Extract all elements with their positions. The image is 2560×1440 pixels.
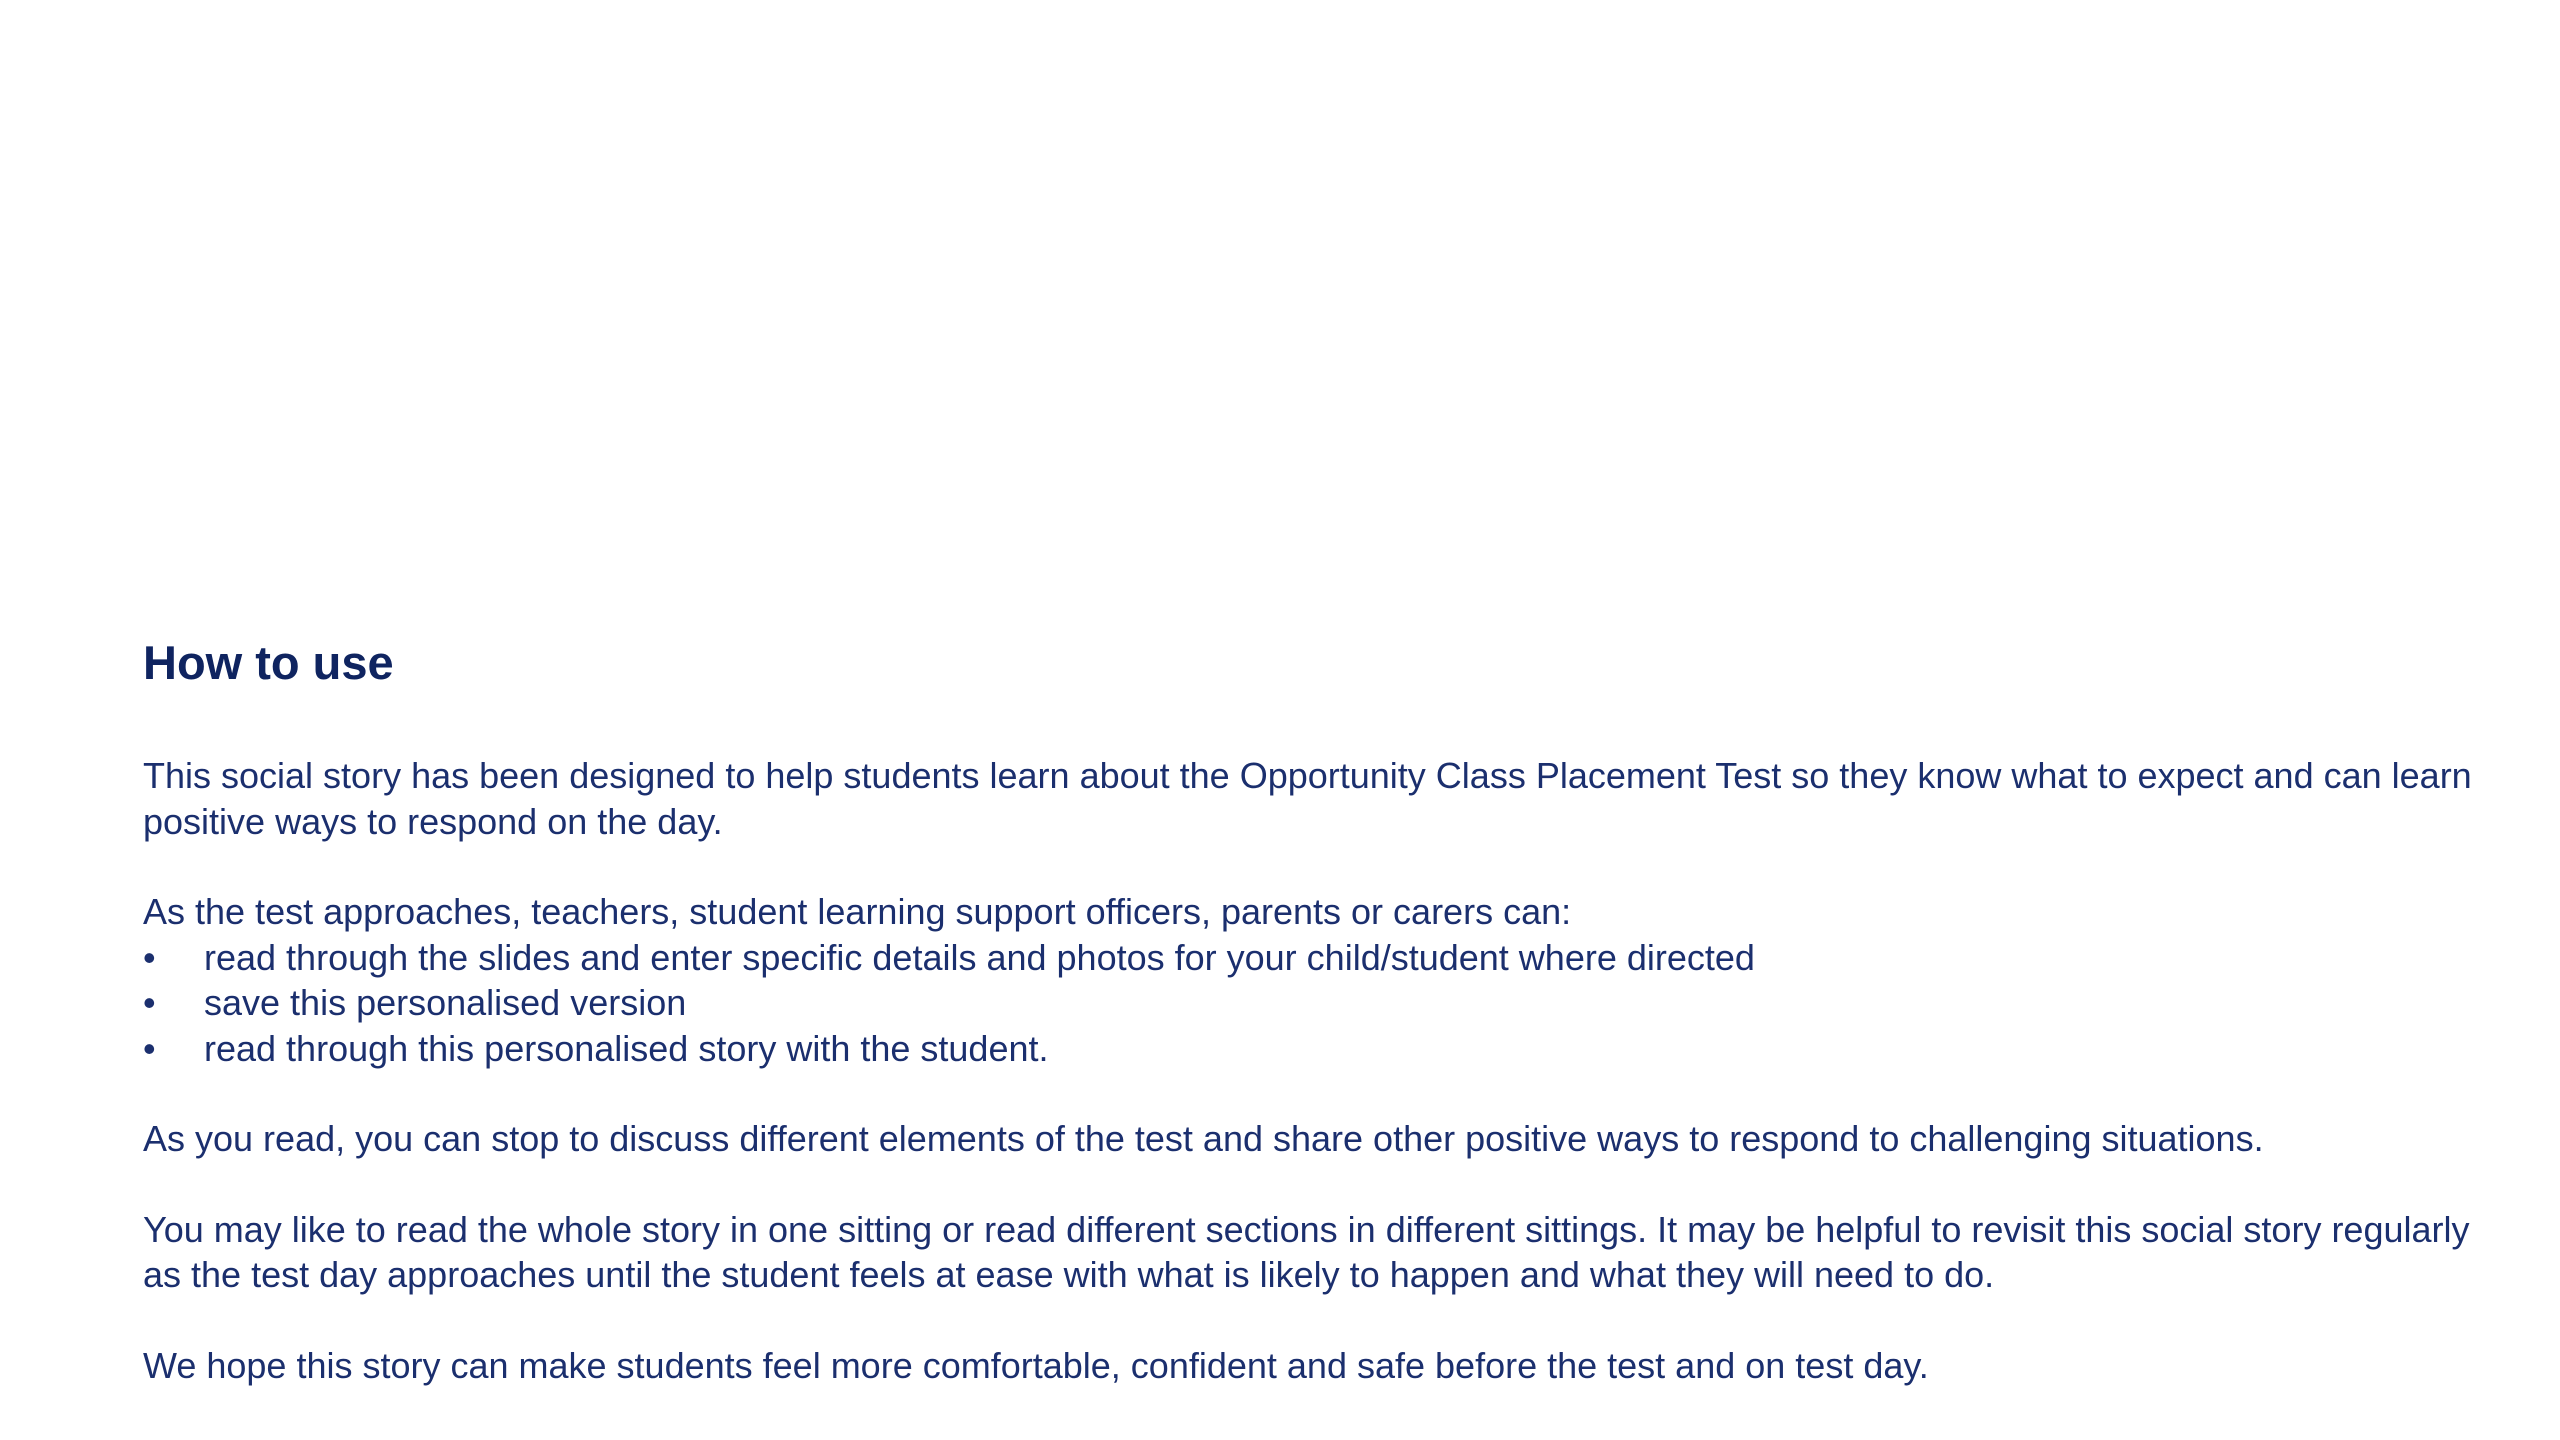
list-item [143,980,2483,1026]
bullet-glyph: • [143,1027,156,1069]
list-item [143,1026,2483,1072]
section-heading: How to use [143,636,394,689]
bullet-glyph: • [143,982,156,1023]
list-item-text: read through this personalised story with the student. [204,1027,1049,1069]
purpose-paragraph: This social story has been designed to help students learn about the Opportunity Class Placement Test so they know what to expect and can learn positive ways to respond on the day. [143,755,2472,842]
list-item [143,935,2483,981]
reading-tips-paragraph: You may like to read the whole story in one sitting or read different sections in different sittings. It may be helpful to revisit this social story regularly as the test day approaches until the student feels at ease with what is likely to happen and what they will need to do. [143,1208,2470,1295]
instructions-list [143,935,2483,1072]
bullet-glyph: • [143,936,156,978]
instructions-intro: As the test approaches, teachers, student learning support officers, parents or carers can: [143,891,1572,932]
list-item-text: save this personalised version [204,982,687,1023]
how-to-use-section [143,633,2483,1388]
discussion-paragraph: As you read, you can stop to discuss different elements of the test and share other positive ways to respond to challenging situations. [143,1118,2264,1159]
closing-paragraph: We hope this story can make students feel more comfortable, confident and safe before the test and on test day. [143,1344,1929,1386]
list-item-text: read through the slides and enter specific details and photos for your child/student where directed [204,936,1755,978]
